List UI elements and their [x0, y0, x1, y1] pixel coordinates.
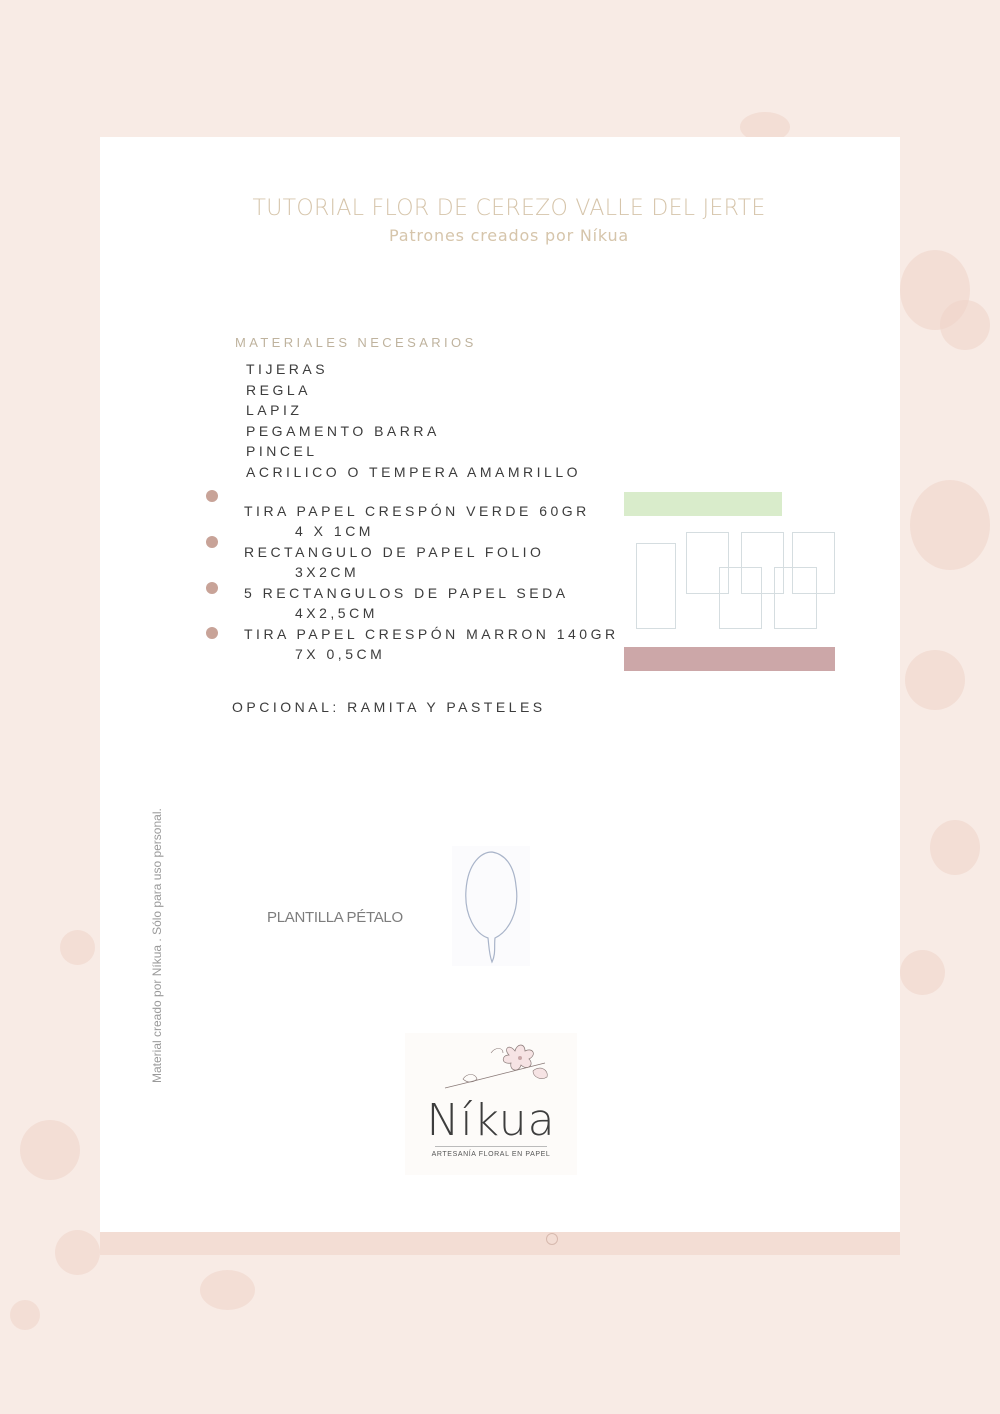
paper-item-name: RECTANGULO DE PAPEL FOLIO — [244, 544, 545, 560]
footer-band — [100, 1232, 900, 1255]
footer-dot — [546, 1233, 558, 1245]
materials-list — [246, 359, 581, 483]
bullet-dot — [206, 582, 218, 594]
paper-item-size: 7X 0,5CM — [295, 646, 386, 662]
petal-template — [452, 846, 530, 966]
brand-logo — [405, 1033, 577, 1175]
copyright-note: Material creado por Níkua . Sólo para uso personal. — [150, 808, 164, 1083]
page-title: TUTORIAL FLOR DE CEREZO VALLE DEL JERTE — [252, 196, 766, 221]
brown-crepe-strip — [624, 647, 835, 671]
list-item: REGLA — [246, 381, 311, 398]
materials-heading: MATERIALES NECESARIOS — [235, 335, 477, 350]
page-subtitle: Patrones creados por Níkua — [388, 226, 629, 245]
optional-note: OPCIONAL: RAMITA Y PASTELES — [232, 699, 546, 715]
flower-icon — [405, 1033, 577, 1103]
list-item: PEGAMENTO BARRA — [246, 422, 440, 439]
logo-tagline: ARTESANÍA FLORAL EN PAPEL — [431, 1151, 551, 1158]
list-item: TIJERAS — [246, 361, 329, 377]
list-item: LAPIZ — [246, 402, 303, 419]
petal-outline-icon — [452, 846, 530, 966]
paper-item-size: 3X2CM — [295, 564, 360, 580]
paper-item-size: 4 X 1CM — [295, 523, 374, 539]
bullet-dot — [206, 536, 218, 548]
green-crepe-strip — [624, 492, 782, 516]
logo-name: Níkua — [426, 1095, 556, 1146]
bullet-dot — [206, 627, 218, 639]
petal-template-label: PLANTILLA PÉTALO — [267, 909, 403, 926]
logo-divider — [435, 1146, 547, 1147]
paper-item-name: TIRA PAPEL CRESPÓN MARRON 140GR — [244, 626, 619, 642]
paper-item-size: 4X2,5CM — [295, 605, 378, 621]
paper-item-name: TIRA PAPEL CRESPÓN VERDE 60GR — [244, 503, 590, 519]
paper-item-name: 5 RECTANGULOS DE PAPEL SEDA — [244, 585, 569, 601]
list-item: ACRILICO O TEMPERA AMAMRILLO — [246, 463, 582, 480]
bullet-dot — [206, 490, 218, 502]
list-item: PINCEL — [246, 443, 318, 460]
